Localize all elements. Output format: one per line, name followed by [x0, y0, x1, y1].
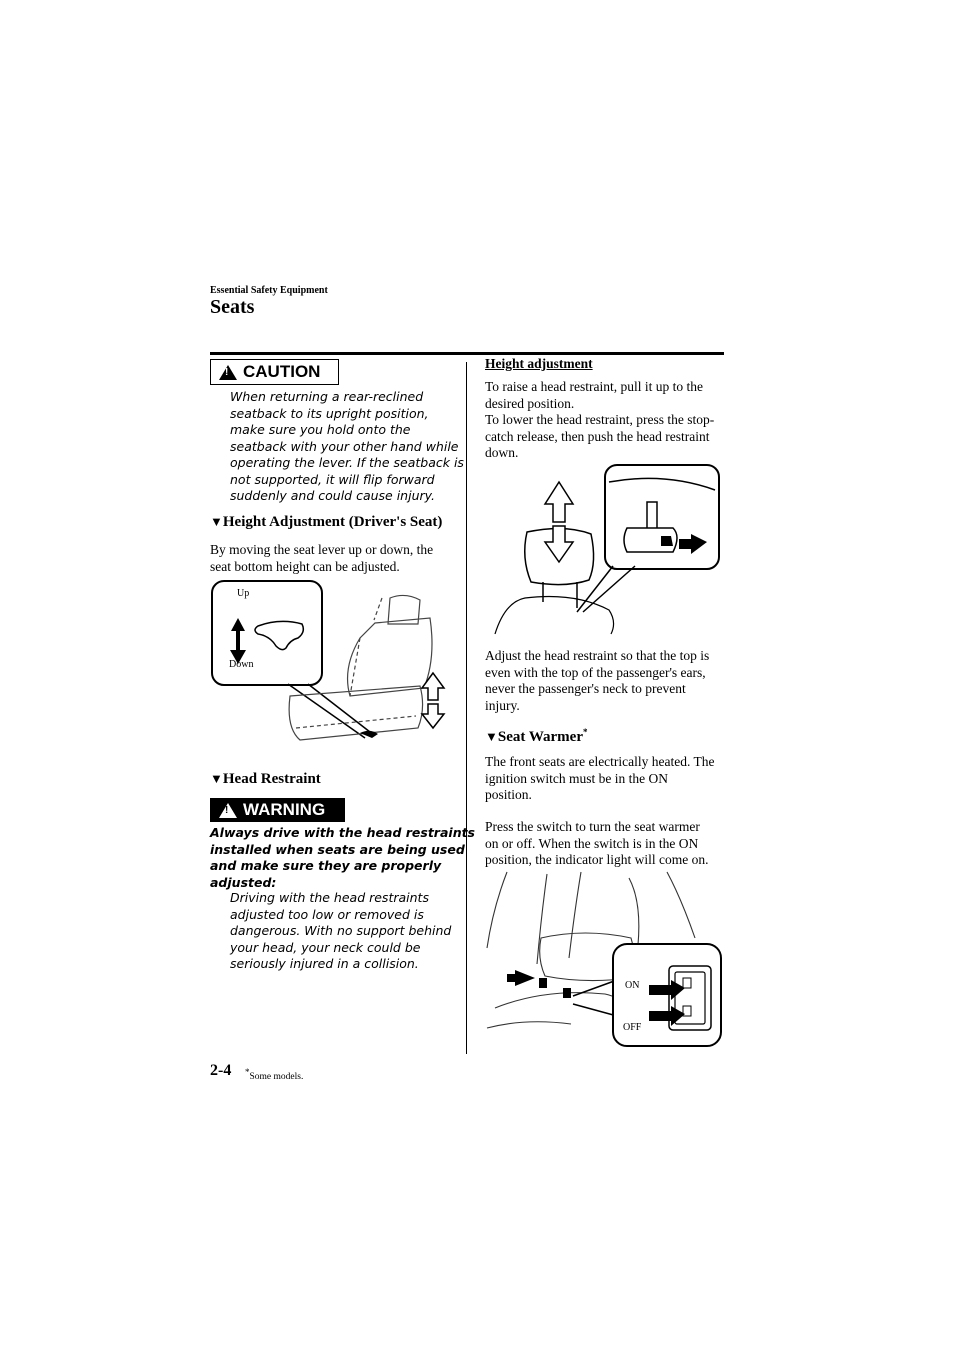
- caution-badge: [210, 359, 339, 385]
- caution-label: CAUTION: [243, 362, 321, 381]
- footnote: *Some models.: [245, 1067, 304, 1083]
- head-restraint-heading: ▼Head Restraint: [210, 771, 321, 787]
- raise-text: To raise a head restraint, pull it up to the desired position. To lower the head restraint, press the stop- catch release, then push the head restraint down.: [485, 379, 715, 460]
- height-adjustment-subheading: Height adjustment: [485, 356, 593, 371]
- fig-off-label: OFF: [623, 1022, 642, 1033]
- page-title: Seats: [210, 296, 255, 318]
- warning-text: Driving with the head restraints adjusted too low or removed is dangerous. With no support behind your head, your neck could be seriously injured in a collision.: [230, 890, 452, 971]
- triangle-down-icon: ▼: [210, 771, 223, 786]
- caution-text: When returning a rear-reclined seatback to its upright position, make sure you hold onto the seatback with your other hand while operating the lever. If the seatback is not supported, it will flip forward suddenly and could cause injury.: [230, 389, 464, 503]
- warning-badge: [210, 798, 345, 822]
- adjust-text: Adjust the head restraint so that the top is even with the top of the passenger's ears, never the passenger's neck to prevent injury.: [485, 648, 710, 713]
- height-text: By moving the seat lever up or down, the seat bottom height can be adjusted.: [210, 542, 434, 574]
- column-divider: [466, 362, 467, 1054]
- section-label: Essential Safety Equipment: [210, 285, 328, 296]
- header-rule: [210, 352, 724, 355]
- fig-up-label: Up: [237, 588, 250, 599]
- warning-label: WARNING: [243, 800, 326, 819]
- warning-triangle-icon: [219, 365, 237, 380]
- height-adjustment-heading: ▼Height Adjustment (Driver's Seat): [210, 514, 443, 530]
- triangle-down-icon: ▼: [485, 729, 498, 744]
- warning-triangle-icon: [219, 803, 237, 818]
- seat-warmer-heading: ▼Seat Warmer*: [485, 727, 588, 745]
- fig-down-label: Down: [229, 659, 254, 670]
- seat-warmer-figure: [485, 868, 725, 1048]
- page-number: 2-4: [210, 1062, 232, 1079]
- warning-bold-text: Always drive with the head restraints installed when seats are being used and make sure they are properly adjusted:: [210, 825, 476, 890]
- fig-on-label: ON: [625, 980, 640, 991]
- head-restraint-figure: [485, 462, 725, 640]
- warmer-text-1: The front seats are electrically heated. The ignition switch must be in the ON position.: [485, 754, 715, 802]
- warmer-text-2: Press the switch to turn the seat warmer on or off. When the switch is in the ON position, the indicator light will come on.: [485, 819, 709, 867]
- triangle-down-icon: ▼: [210, 514, 223, 529]
- some-models-mark: *: [583, 727, 588, 737]
